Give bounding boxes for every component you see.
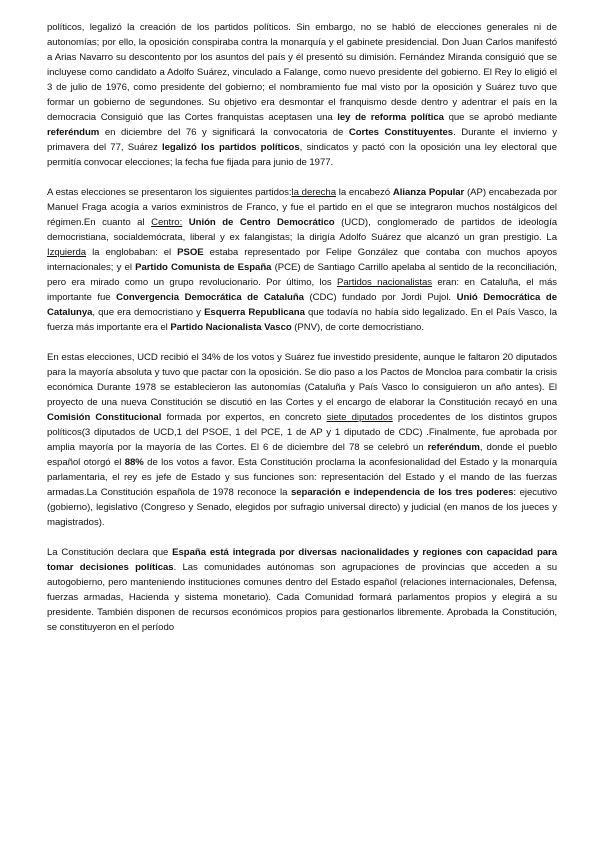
bold-term: Esquerra Republicana <box>204 307 305 318</box>
document-page <box>47 20 557 635</box>
text-run: que se aprobó mediante <box>443 112 557 123</box>
bold-term: referéndum <box>47 127 100 138</box>
text-run: estaba representado por Felipe González que contaba con muchos apoyos internacionales; y el <box>47 247 557 273</box>
underlined-term: Centro: <box>151 217 183 228</box>
text-run: . Las comunidades autónomas son agrupaciones de provincias que acceden a su autogobierno, pero manteniendo instituciones comunes dentro del Estado español (relaciones internacionales, Defensa, fuerzas armadas, Hacienda y sistema monetario). Cada Comunidad formará parlamentos propios y elegirá a su presidente. También disponen de recursos económicos propios para gestionarlos libremente. Aprobada la Constitución, se constituyeron en el período <box>47 562 557 633</box>
text-run: políticos, legalizó la creación de los partidos políticos. Sin embargo, no se habló de elecciones generales ni de autonomías; por ello, la oposición conspiraba contra la monarquía y el gabinete presidencial. Don Juan Carlos manifestó a Arias Navarro su descontento por los asuntos del país y él presentó su dimisión. Fernández Miranda consiguió que se incluyese como candidato a Adolfo Suárez, vinculado a Falange, como nuevo presidente del gobierno. El Rey lo eligió el 3 de julio de 1976, como presidente del gobierno; el nombramiento fue mal visto por la oposición y Suárez tuvo que formar un gobierno de segundones. Su objetivo era desmontar el franquismo desde dentro y adentrar el país en la democracia Consiguió que las Cortes franquistas aceptasen una <box>47 22 557 123</box>
text-run: la encabezó <box>335 187 393 198</box>
text-run: , sindicatos y pactó con la oposición una ley electoral que permitía convocar elecciones; la fecha fue fijada para junio de 1977. <box>47 142 557 168</box>
underlined-term: Partidos nacionalistas <box>337 277 432 288</box>
bold-term: Unión de Centro Democrático <box>188 217 335 228</box>
text-run: (UCD), conglomerado de partidos de ideología democristiana, socialdemócrata, liberal y ex falangistas; la dirigía Adolfo Suárez que alcanzó un gran prestigio. La <box>47 217 557 243</box>
text-run: (AP) encabezada por Manuel Fraga acogía a varios exministros de Franco, y fue el partido en el que se integraron muchos nostálgicos del régimen.En cuanto al <box>47 187 558 228</box>
text-run: que todavía no había sido legalizado. En el País Vasco, la fuerza más importante era el <box>47 307 558 333</box>
text-run: , donde el pueblo español otorgó el <box>47 442 557 468</box>
text-run: de los votos a favor. Esta Constitución proclama la aconfesionalidad del Estado y la monarquía parlamentaria, el rey es jefe de Estado y sus funciones son: representación del Estado y el mando de las fuerzas armadas.La Constitución española de 1978 reconoce la <box>47 457 558 498</box>
text-run: A estas elecciones se presentaron los siguientes partidos: <box>47 187 292 198</box>
text-run: . Durante el invierno y primavera del 77, Suárez <box>47 127 558 153</box>
text-run: en diciembre del 76 y significará la convocatoria de <box>99 127 349 138</box>
text-run: procedentes de los distintos grupos políticos(3 diputados de UCD,1 del PSOE, 1 del PCE, 1 de AP y 1 diputado de CDC) .Finalmente, fue aprobada por amplia mayoría por la mayoría de las Cortes. El 6 de diciembre del 78 se celebró un <box>47 412 558 453</box>
underlined-term: Izquierda <box>47 247 87 258</box>
text-run: En estas elecciones, UCD recibió el 34% de los votos y Suárez fue investido presidente, aunque le faltaron 20 diputados para la mayoría absoluta y tuvo que pactar con la oposición. Se dio paso a los Pactos de Moncloa para combatir la crisis económica Durante 1978 se establecieron las autonomías (Cataluña y País Vasco lo consiguieron un año antes). El proyecto de una nueva Constitución se discutió en las Cortes y el encargo de elaborar la Constitución recayó en una <box>47 352 557 408</box>
paragraph-reforma <box>47 20 557 170</box>
text-run: eran: en Cataluña, el más importante fue <box>47 277 557 303</box>
bold-term: Comisión Constitucional <box>47 412 162 423</box>
bold-term: España está integrada por diversas nacionalidades y regiones con capacidad para tomar decisiones políticas <box>47 547 558 573</box>
underlined-term: siete diputados <box>326 412 393 423</box>
bold-term: ley de reforma política <box>337 112 444 123</box>
paragraph-constitucion <box>47 350 557 530</box>
bold-term: Partido Nacionalista Vasco <box>170 322 292 333</box>
text-run: (PCE) de Santiago Carrillo apelaba al sentido de la reconciliación, pero era mirado como un grupo revolucionario. Por último, los <box>47 262 558 288</box>
bold-term: referéndum <box>427 442 480 453</box>
bold-term: Partido Comunista de España <box>135 262 272 273</box>
text-run: (CDC) fundado por Jordi Pujol. <box>303 292 457 303</box>
bold-term: Cortes Constituyentes <box>348 127 454 138</box>
text-run: formada por expertos, en concreto <box>161 412 327 423</box>
bold-term: legalizó los partidos políticos <box>162 142 300 153</box>
text-run: : ejecutivo (gobierno), legislativo (Congreso y Senado, elegidos por sufragio universal directo) y judicial (en manos de los jueces y magistrados). <box>47 487 557 528</box>
bold-term: Unió Democrática de Catalunya <box>47 292 557 318</box>
bold-term: Alianza Popular <box>392 187 465 198</box>
underlined-term: la derecha <box>291 187 336 198</box>
paragraph-autonomias <box>47 545 557 635</box>
bold-term: separación e independencia de los tres poderes <box>290 487 514 498</box>
text-run: la englobaban: el <box>86 247 178 258</box>
bold-term: 88% <box>124 457 144 468</box>
paragraph-partidos <box>47 185 557 335</box>
text-run: (PNV), de corte democristiano. <box>291 322 424 333</box>
bold-term: PSOE <box>177 247 204 258</box>
text-run: , que era democristiano y <box>92 307 205 318</box>
bold-term: Convergencia Democrática de Cataluña <box>116 292 304 303</box>
text-run: La Constitución declara que <box>47 547 173 558</box>
